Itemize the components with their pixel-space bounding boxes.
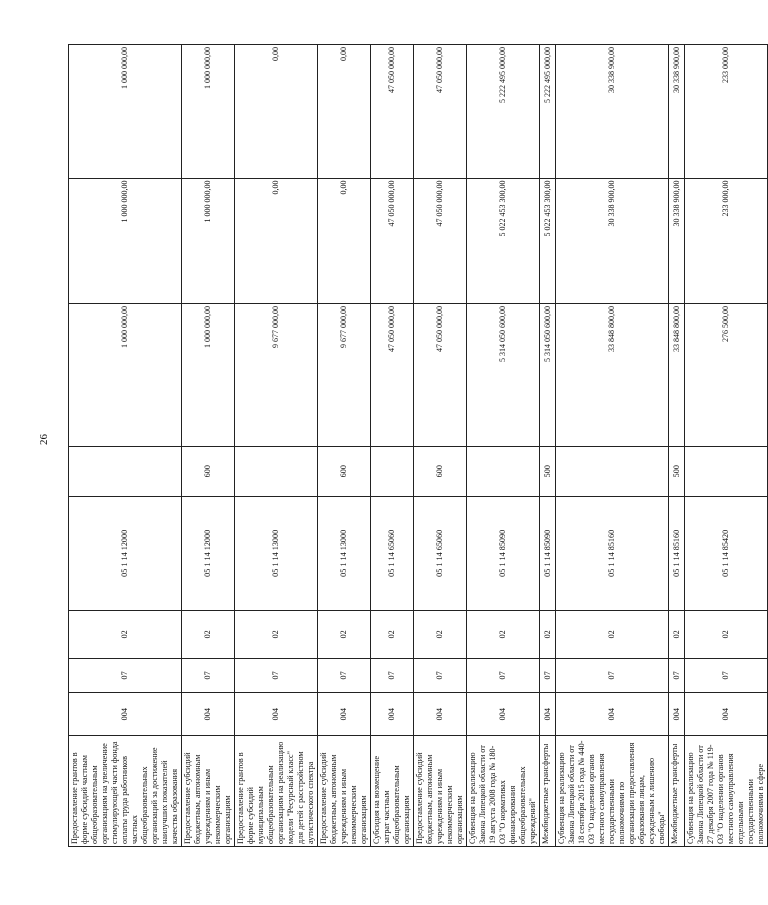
cell-section: 07 — [685, 658, 768, 692]
cell-expense-type — [235, 446, 318, 496]
table-row — [685, 45, 768, 847]
cell-expense-type: 600 — [414, 446, 467, 496]
cell-article: 05 1 14 85420 — [685, 496, 768, 610]
cell-expense-type — [69, 446, 182, 496]
cell-section: 07 — [318, 658, 371, 692]
table-row — [69, 45, 182, 847]
cell-sum-1: 1 000 000,00 — [69, 304, 182, 447]
table-row — [556, 45, 669, 847]
table-row — [467, 45, 540, 847]
cell-sum-1: 33 848 800,00 — [556, 304, 669, 447]
cell-sum-3: 5 222 495 000,00 — [540, 45, 556, 179]
table-row — [669, 45, 685, 847]
cell-sum-3: 1 000 000,00 — [182, 45, 235, 179]
cell-expense-type — [371, 446, 414, 496]
cell-sum-1: 5 314 050 600,00 — [467, 304, 540, 447]
cell-ministry: 004 — [669, 693, 685, 736]
cell-section: 07 — [467, 658, 540, 692]
table-row — [414, 45, 467, 847]
cell-sum-1: 276 500,00 — [685, 304, 768, 447]
cell-sum-1: 47 050 000,00 — [371, 304, 414, 447]
cell-expense-type: 600 — [182, 446, 235, 496]
cell-article: 05 1 14 65060 — [371, 496, 414, 610]
cell-subsection: 02 — [540, 610, 556, 658]
cell-name: Предоставление грантов в форме субсидий частным общеобразовательным организациям на увеличение стимулирующей части фонда оплаты труда работников частных общеобразовательных организаций за достижение наилучших показателей качества образования — [69, 736, 182, 847]
cell-sum-2: 1 000 000,00 — [69, 178, 182, 303]
cell-subsection: 02 — [669, 610, 685, 658]
cell-article: 05 1 14 85090 — [540, 496, 556, 610]
budget-table — [68, 44, 768, 847]
cell-name: Предоставление субсидий бюджетным, автономным учреждениям и иным некоммерческим организациям — [182, 736, 235, 847]
cell-name: Предоставление грантов в форме субсидий муниципальным общеобразовательным организациям на реализацию модели "Ресурсный класс" для детей с расстройством аутистического спектра — [235, 736, 318, 847]
cell-section: 07 — [371, 658, 414, 692]
cell-sum-3: 1 000 000,00 — [69, 45, 182, 179]
cell-ministry: 004 — [556, 693, 669, 736]
table-row — [540, 45, 556, 847]
cell-sum-2: 30 338 900,00 — [556, 178, 669, 303]
cell-section: 07 — [669, 658, 685, 692]
cell-section: 07 — [556, 658, 669, 692]
cell-sum-1: 33 848 800,00 — [669, 304, 685, 447]
cell-sum-3: 30 338 900,00 — [669, 45, 685, 179]
cell-expense-type: 500 — [540, 446, 556, 496]
cell-name: Предоставление субсидий бюджетным, автономным учреждениям и иным некоммерческим организациям — [318, 736, 371, 847]
cell-section: 07 — [182, 658, 235, 692]
cell-sum-2: 5 022 453 300,00 — [467, 178, 540, 303]
cell-subsection: 02 — [685, 610, 768, 658]
cell-sum-1: 9 677 000,00 — [318, 304, 371, 447]
cell-expense-type — [556, 446, 669, 496]
cell-article: 05 1 14 85160 — [669, 496, 685, 610]
cell-article: 05 1 14 65060 — [414, 496, 467, 610]
cell-article: 05 1 14 13000 — [235, 496, 318, 610]
cell-sum-3: 30 338 900,00 — [556, 45, 669, 179]
cell-section: 07 — [235, 658, 318, 692]
cell-article: 05 1 14 12000 — [182, 496, 235, 610]
cell-sum-2: 47 050 000,00 — [414, 178, 467, 303]
cell-name: Предоставление субсидий бюджетным, автономным учреждениям и иным некоммерческим организациям — [414, 736, 467, 847]
cell-expense-type: 500 — [669, 446, 685, 496]
cell-ministry: 004 — [182, 693, 235, 736]
cell-ministry: 004 — [685, 693, 768, 736]
cell-sum-2: 5 022 453 300,00 — [540, 178, 556, 303]
table-row — [318, 45, 371, 847]
cell-sum-1: 5 314 050 600,00 — [540, 304, 556, 447]
cell-sum-3: 0,00 — [235, 45, 318, 179]
budget-table-rotated — [68, 44, 765, 847]
cell-name: Субсидия на возмещение затрат частным общеобразовательным организациям — [371, 736, 414, 847]
cell-ministry: 004 — [540, 693, 556, 736]
cell-article: 05 1 14 13000 — [318, 496, 371, 610]
cell-ministry: 004 — [371, 693, 414, 736]
cell-name: Межбюджетные трансферты — [540, 736, 556, 847]
cell-name: Субвенция на реализацию Закона Липецкой области от 19 августа 2008 года № 180-ОЗ "О нормативах финансирования общеобразовательных учреждений" — [467, 736, 540, 847]
cell-expense-type — [467, 446, 540, 496]
cell-sum-3: 233 000,00 — [685, 45, 768, 179]
cell-sum-2: 0,00 — [235, 178, 318, 303]
cell-subsection: 02 — [235, 610, 318, 658]
cell-expense-type: 600 — [318, 446, 371, 496]
cell-article: 05 1 14 85090 — [467, 496, 540, 610]
cell-section: 07 — [69, 658, 182, 692]
cell-sum-2: 30 338 900,00 — [669, 178, 685, 303]
cell-name: Субвенция на реализацию Закона Липецкой области от 27 декабря 2007 года № 119-ОЗ "О наделении органов местного самоуправления отдельными государственными полномочиями в сфере — [685, 736, 768, 847]
cell-sum-1: 47 050 000,00 — [414, 304, 467, 447]
cell-sum-3: 0,00 — [318, 45, 371, 179]
cell-ministry: 004 — [318, 693, 371, 736]
cell-sum-3: 5 222 495 000,00 — [467, 45, 540, 179]
cell-sum-1: 1 000 000,00 — [182, 304, 235, 447]
cell-subsection: 02 — [467, 610, 540, 658]
cell-ministry: 004 — [414, 693, 467, 736]
cell-sum-2: 233 000,00 — [685, 178, 768, 303]
cell-ministry: 004 — [235, 693, 318, 736]
cell-sum-2: 0,00 — [318, 178, 371, 303]
cell-subsection: 02 — [182, 610, 235, 658]
cell-sum-2: 47 050 000,00 — [371, 178, 414, 303]
cell-subsection: 02 — [318, 610, 371, 658]
cell-subsection: 02 — [69, 610, 182, 658]
cell-sum-2: 1 000 000,00 — [182, 178, 235, 303]
cell-ministry: 004 — [69, 693, 182, 736]
cell-section: 07 — [540, 658, 556, 692]
cell-sum-1: 9 677 000,00 — [235, 304, 318, 447]
cell-subsection: 02 — [556, 610, 669, 658]
cell-ministry: 004 — [467, 693, 540, 736]
cell-subsection: 02 — [371, 610, 414, 658]
cell-name: Межбюджетные трансферты — [669, 736, 685, 847]
cell-sum-3: 47 050 000,00 — [371, 45, 414, 179]
cell-article: 05 1 14 85160 — [556, 496, 669, 610]
page-number: 26 — [38, 434, 50, 445]
cell-section: 07 — [414, 658, 467, 692]
cell-name: Субвенция на реализацию Закона Липецкой области от 18 сентября 2015 года № 440-ОЗ "О наделении органов местного самоуправления государственными полномочиями по организации предоставления образования лицам, осужденным к лишению свободы" — [556, 736, 669, 847]
cell-article: 05 1 14 12000 — [69, 496, 182, 610]
cell-sum-3: 47 050 000,00 — [414, 45, 467, 179]
cell-subsection: 02 — [414, 610, 467, 658]
table-row — [182, 45, 235, 847]
table-row — [371, 45, 414, 847]
cell-expense-type — [685, 446, 768, 496]
table-row — [235, 45, 318, 847]
